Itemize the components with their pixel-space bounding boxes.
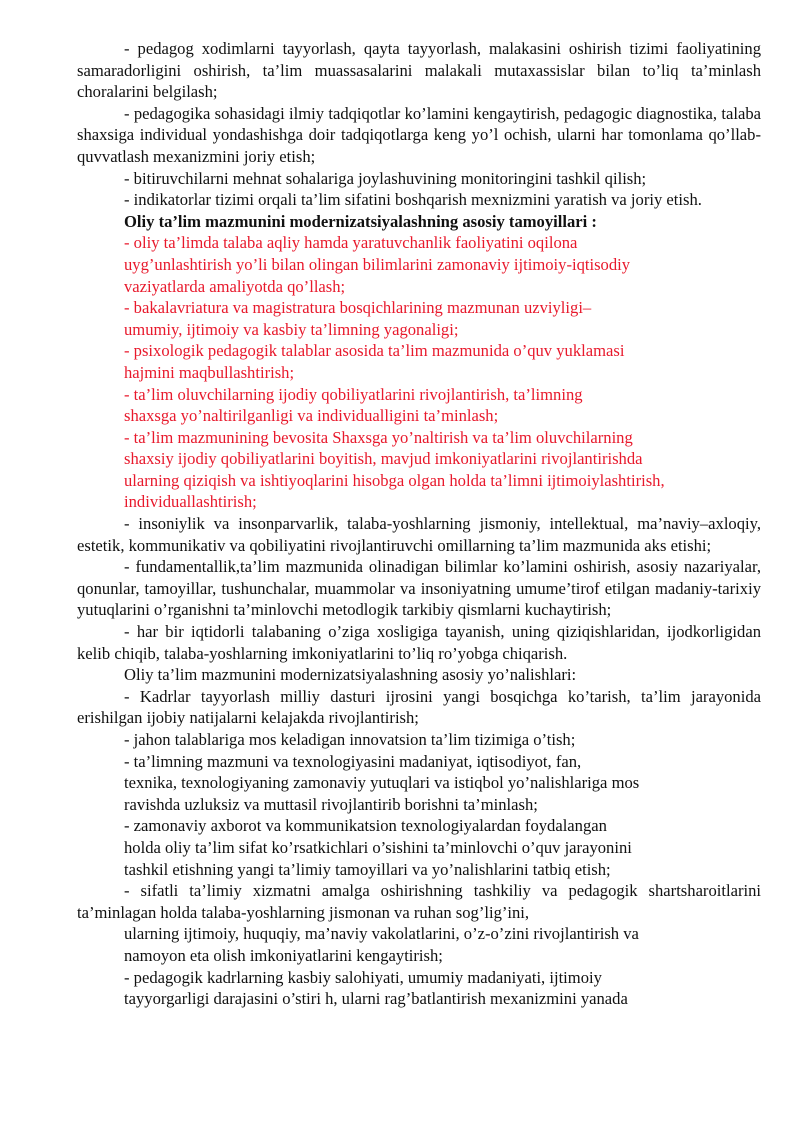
paragraph: - fundamentallik,ta’lim mazmunida olinadigan bilimlar ko’lamini oshirish, asosiy nazariyalar, qonunlar, tamoyillar, tushunchalar, muammolar va insoniyatning umume’tirof etilgan madaniy-tarixiy yutuqlarini o’rganishni ta’minlovchi metodlogik tarkibiy qismlarni kuchaytirish; <box>77 557 761 620</box>
paragraph: - indikatorlar tizimi orqali ta’lim sifatini boshqarish mexnizmini yaratish va joriy etish. <box>124 190 702 210</box>
direction-item-continuation <box>124 923 761 966</box>
text-line: - ta’lim oluvchilarning ijodiy qobiliyatlarini rivojlantirish, ta’limning <box>124 384 583 404</box>
text-line: - ta’limning mazmuni va texnologiyasini madaniyat, iqtisodiyot, fan, <box>124 751 582 771</box>
document-page <box>77 38 761 1010</box>
principle-item <box>124 384 761 427</box>
paragraph: - bitiruvchilarni mehnat sohalariga joylashuvining monitoringini tashkil qilish; <box>124 168 647 188</box>
text-line: ravishda uzluksiz va muttasil rivojlantirib borishni ta’minlash; <box>124 794 538 814</box>
text-line: ularning qiziqish va ishtiyoqlarini hisobga olgan holda ta’limni ijtimoiylashtirish, <box>124 470 665 490</box>
text-line: - pedagogik kadrlarning kasbiy salohiyati, umumiy madaniyati, ijtimoiy <box>124 967 602 987</box>
text-line: texnika, texnologiyaning zamonaviy yutuqlari va istiqbol yo’nalishlariga mos <box>124 773 640 793</box>
text-line: ularning ijtimoiy, huquqiy, ma’naviy vakolatlarini, o’z-o’zini rivojlantirish va <box>124 924 639 944</box>
text-line: shaxsiy ijodiy qobiliyatlarini boyitish, mavjud imkoniyatlarini rivojlantirishda <box>124 449 643 469</box>
text-line: hajmini maqbullashtirish; <box>124 362 295 382</box>
text-line: tashkil etishning yangi ta’limiy tamoyillari va yo’nalishlarini tatbiq etish; <box>124 859 611 879</box>
principle-item <box>124 232 761 297</box>
text-line: individuallashtirish; <box>124 492 257 512</box>
paragraph: - pedagogika sohasidagi ilmiy tadqiqotlar ko’lamini kengaytirish, pedagogic diagnostika, talaba shaxsiga individual yondashishga doir tadqiqotlarga keng yo’l ochish, ularni har tomonlama qo’llab-quvvatlash mexanizmini joriy etish; <box>77 103 761 166</box>
text-line: namoyon eta olish imkoniyatlarini kengaytirish; <box>124 945 443 965</box>
text-line: tayyorgarligi darajasini o’stiri h, ularni rag’batlantirish mexanizmini yanada <box>124 989 628 1009</box>
text-line: - ta’lim mazmunining bevosita Shaxsga yo’naltirish va ta’lim oluvchilarning <box>124 427 633 447</box>
paragraph: - sifatli ta’limiy xizmatni amalga oshirishning tashkiliy va pedagogik shartsharoitlarini ta’minlagan holda talaba-yoshlarning jismonan va ruhan sog’lig’ini, <box>77 881 761 922</box>
text-line: umumiy, ijtimoiy va kasbiy ta’limning yagonaligi; <box>124 319 459 339</box>
principle-item <box>124 297 761 340</box>
text-line: - psixologik pedagogik talablar asosida ta’lim mazmunida o’quv yuklamasi <box>124 341 625 361</box>
paragraph: Oliy ta’lim mazmunini modernizatsiyalashning asosiy yo’nalishlari: <box>124 665 577 685</box>
paragraph: - Kadrlar tayyorlash milliy dasturi ijrosini yangi bosqichga ko’tarish, ta’lim jarayonida erishilgan ijobiy natijalarni kelajakda rivojlantirish; <box>77 686 761 728</box>
paragraph: - har bir iqtidorli talabaning o’ziga xosligiga tayanish, uning qiziqishlaridan, ijodkorligidan kelib chiqib, talaba-yoshlarning imkoniyatlarini to’liq ro’yobga chiqarish. <box>77 622 761 663</box>
direction-item <box>124 815 761 880</box>
paragraph: - insoniylik va insonparvarlik, talaba-yoshlarning jismoniy, intellektual, ma’naviy–axloqiy, estetik, kommunikativ va qobiliyatini rivojlantiruvchi omillarning ta’lim mazmunida aks etishi; <box>77 514 761 555</box>
text-line: - zamonaviy axborot va kommunikatsion texnologiyalardan foydalangan <box>124 816 607 836</box>
principle-item <box>124 427 761 513</box>
section-heading: Oliy ta’lim mazmunini modernizatsiyalashning asosiy tamoyillari : <box>124 211 597 231</box>
text-line: uyg’unlashtirish yo’li bilan olingan bilimlarini zamonaviy ijtimoiy-iqtisodiy <box>124 254 631 274</box>
text-line: holda oliy ta’lim sifat ko’rsatkichlari o’sishini ta’minlovchi o’quv jarayonini <box>124 837 632 857</box>
principle-item <box>124 340 761 383</box>
direction-item <box>124 751 761 816</box>
direction-item <box>124 967 761 1010</box>
paragraph: - jahon talablariga mos keladigan innovatsion ta’lim tizimiga o’tish; <box>124 730 576 749</box>
text-line: shaxsga yo’naltirilganligi va individualligini ta’minlash; <box>124 406 499 426</box>
text-line: - bakalavriatura va magistratura bosqichlarining mazmunan uzviyligi– <box>124 298 592 318</box>
paragraph: - pedagog xodimlarni tayyorlash, qayta tayyorlash, malakasini oshirish tizimi faoliyatining samaradorligini oshirish, ta’lim muassasalarini malakali mutaxassislar bilan to’liq ta’minlash choralarini belgilash; <box>77 39 761 102</box>
text-line: - oliy ta’limda talaba aqliy hamda yaratuvchanlik faoliyatini oqilona <box>124 233 578 253</box>
text-line: vaziyatlarda amaliyotda qo’llash; <box>124 276 346 296</box>
